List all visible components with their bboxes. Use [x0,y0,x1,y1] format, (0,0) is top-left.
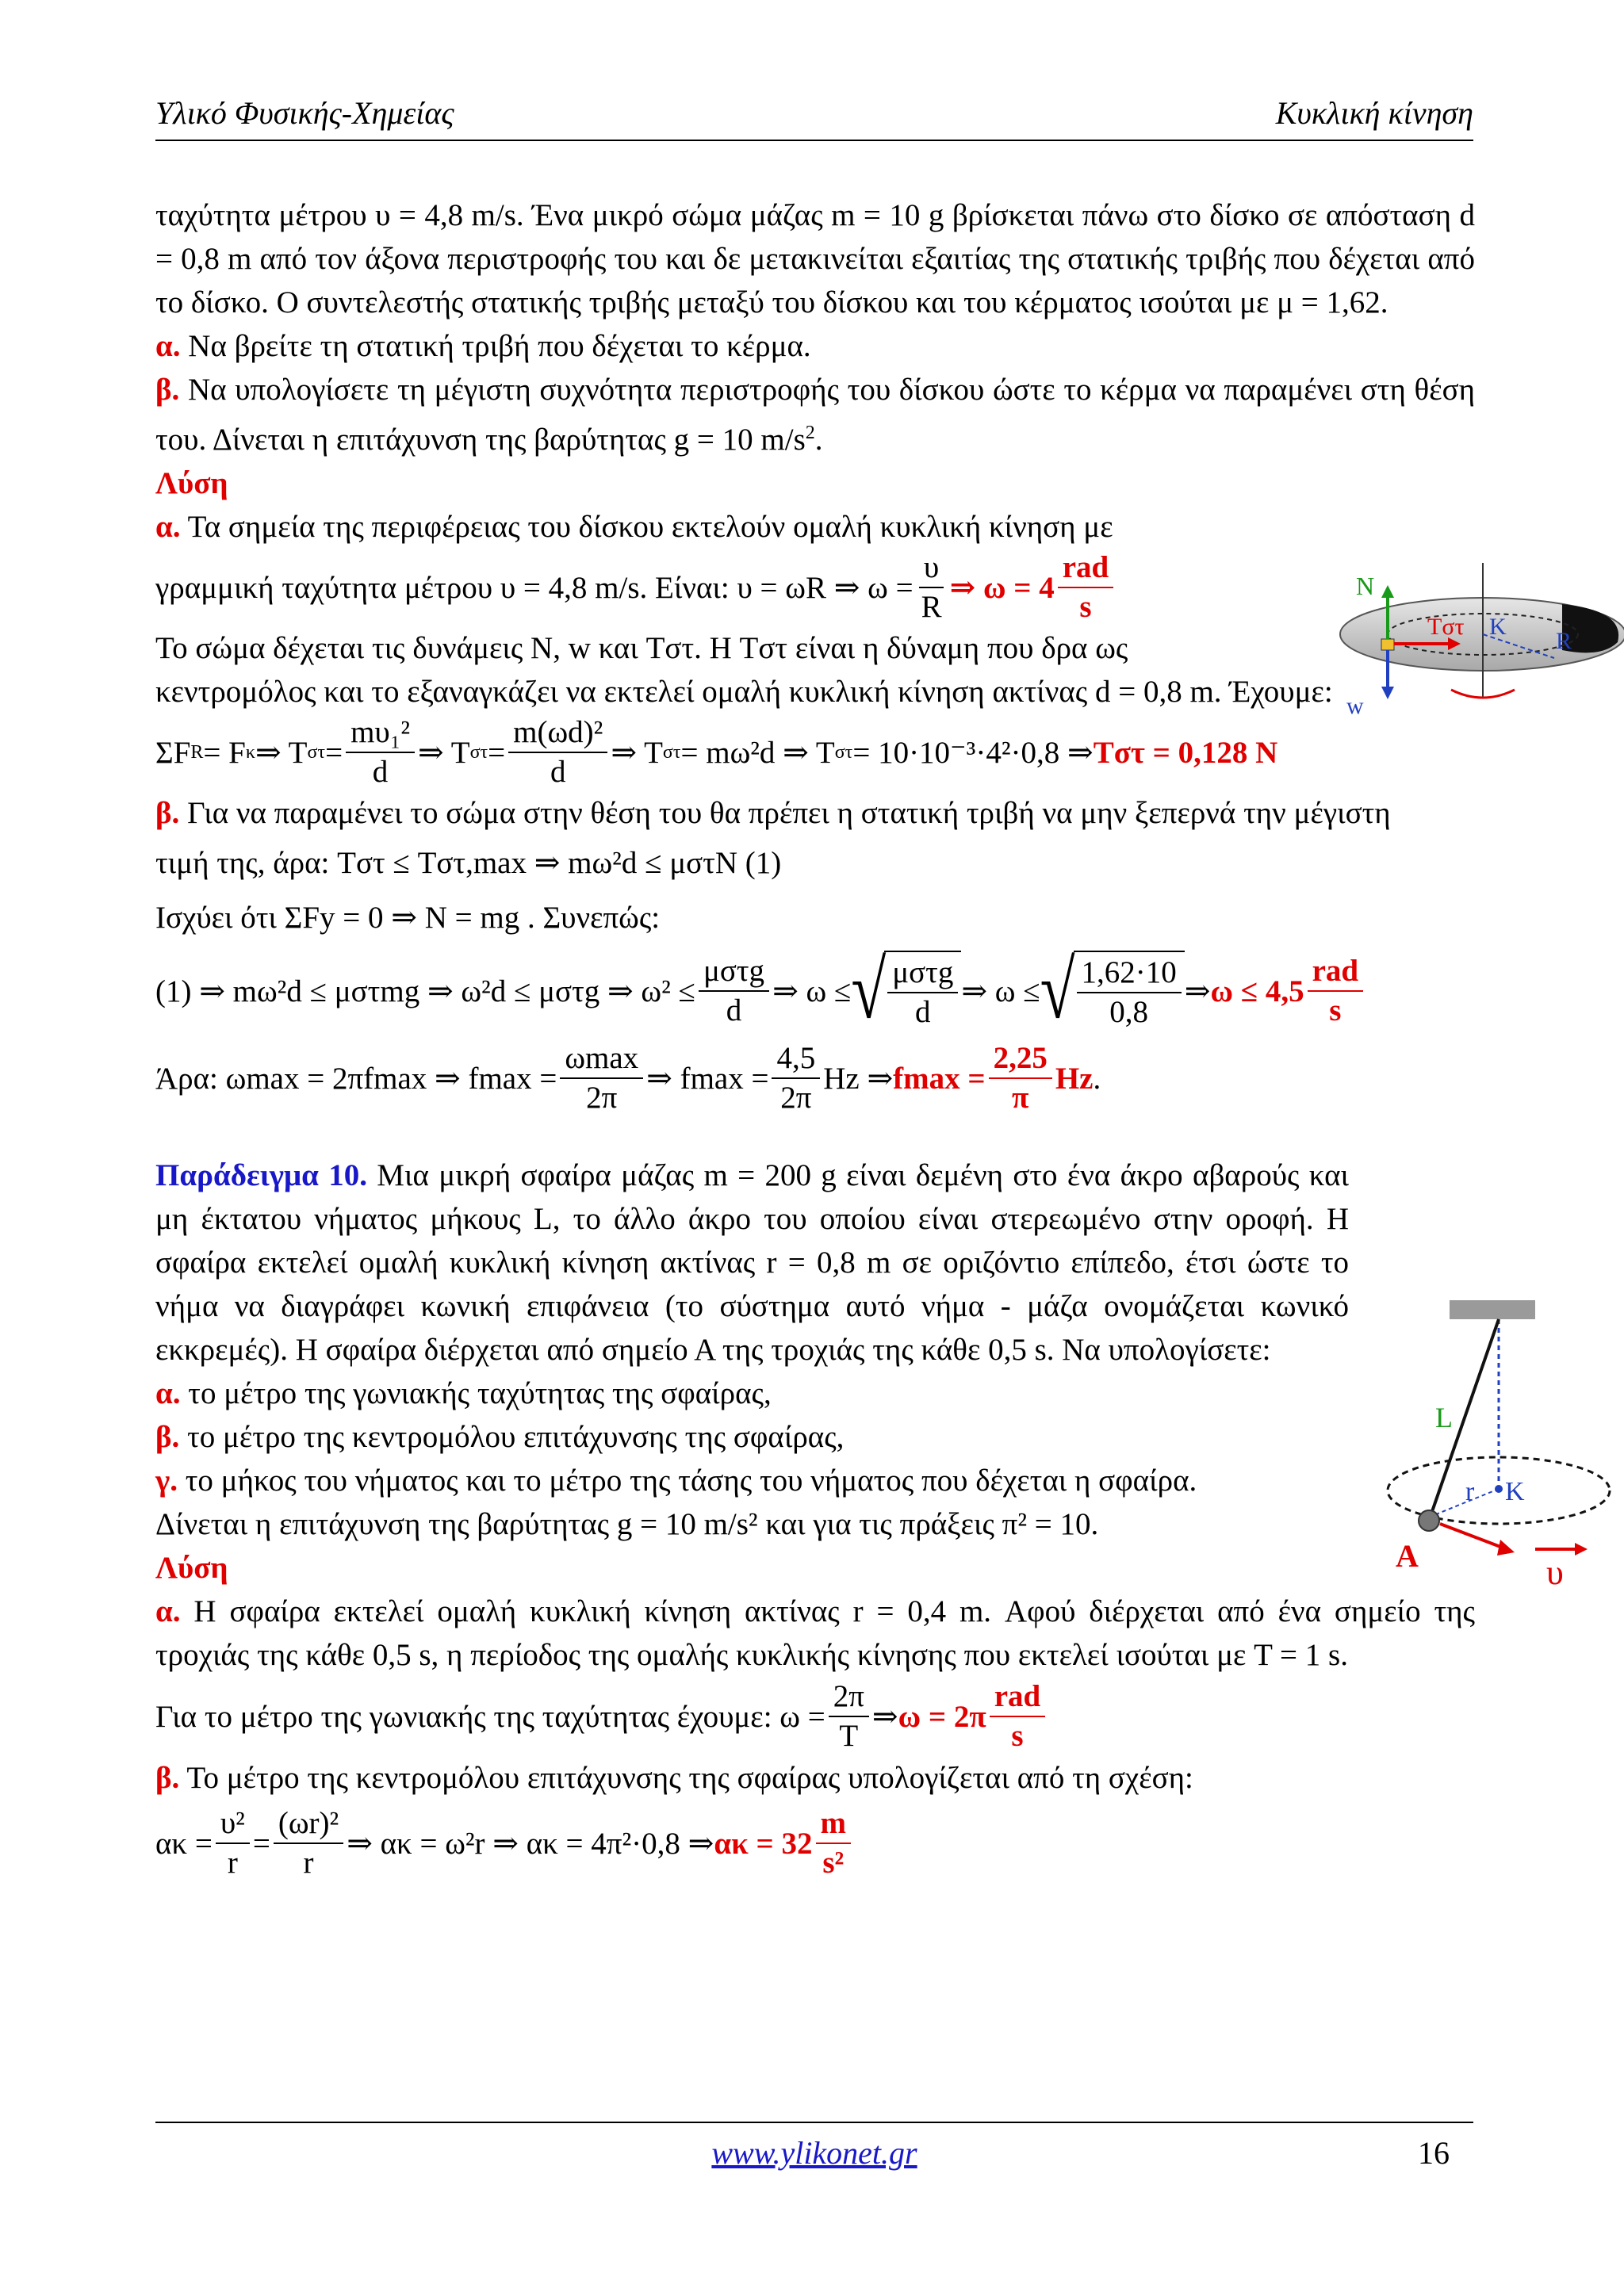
qb-text: το μέτρο της κεντρομόλου επιτάχυνσης της σφαίρας, [187,1420,845,1454]
fraction [772,1039,820,1117]
frac-num: mυ₁² [346,714,415,753]
question-b-end: . [814,423,823,457]
frac-num: ωmax [560,1039,643,1079]
fraction [829,1678,869,1755]
eq-part: Για το μέτρο της γωνιακής της ταχύτητας έχουμε: ω = [155,1699,825,1734]
frac-den: 0,8 [1109,995,1149,1029]
solution-a-text1: Τα σημεία της περιφέρειας του δίσκου εκτελούν ομαλή κυκλική κίνηση με [187,510,1113,544]
label-K: K [1505,1477,1525,1506]
qa-label: α. [155,1376,181,1410]
sqrt: √ μστg d [851,951,961,1031]
omega-max-result: ω ≤ 4,5 [1210,974,1304,1008]
fraction [346,714,415,791]
eq-part: ⇒ ω ≤ [961,974,1040,1008]
label-w: w [1346,693,1364,719]
omega-inequality [155,947,1475,1035]
fraction [216,1804,250,1882]
label-K: K [1489,614,1507,640]
velocity-arrowhead [1497,1540,1515,1556]
example-qa [155,1372,1475,1415]
unit-den: s² [822,1846,845,1880]
intro-text: ταχύτητα μέτρου υ = 4,8 m/s. Ένα μικρό σώμα μάζας m = 10 g βρίσκεται πάνω στο δίσκο σε απόσταση d = 0,8 m από τον άξονα περιστροφής του και δε μετακινείται εξαιτίας της στατικής τριβής που δέχεται από το δίσκο. Ο συντελεστής στατικής τριβής μεταξύ του δίσκου και του κέρματος ισούται με μ = 1,62. [155,198,1475,320]
frac-num: υ² [216,1804,250,1844]
forces-text-2: κεντρομόλος και το εξαναγκάζει να εκτελεί ομαλή κυκλική κίνηση ακτίνας d = 0,8 m. Έχουμε: [155,675,1333,709]
frac-num: μστg [887,954,958,993]
header-left: Υλικό Φυσικής-Χημείας [155,95,454,131]
example-given: Δίνεται η επιτάχυνση της βαρύτητας g = 10 m/s² και για τις πράξεις π² = 10. [155,1507,1099,1541]
eq-part: = [252,1826,270,1861]
fraction [989,1039,1052,1117]
question-b-label: β. [155,373,180,407]
sa-label: α. [155,1594,181,1628]
example-sol-a [155,1590,1475,1677]
eq-part: ⇒ [1184,974,1211,1008]
label-N: N [1356,572,1375,600]
eq-part: ⇒ T [255,735,308,770]
eq-part: Άρα: ωmax = 2πfmax ⇒ fmax = [155,1061,557,1096]
qb-label: β. [155,1420,180,1454]
header-right: Κυκλική κίνηση [1275,95,1473,131]
frac-den: 2π [780,1081,812,1115]
v-label-arrowhead [1575,1543,1588,1556]
rad-per-s-unit [1058,549,1114,626]
example-solution-label: Λύση [155,1551,228,1585]
qc-label: γ. [155,1464,178,1498]
velocity-arrow [1440,1524,1507,1549]
rad-per-s-unit [990,1678,1046,1755]
rotating-disk-figure [1324,555,1624,729]
fraction-v-over-r [917,549,947,626]
eq-part: ⇒ ακ = ω²r ⇒ ακ = 4π²·0,8 ⇒ [347,1826,714,1861]
eq-part: ⇒ ω ≤ [772,974,852,1008]
solution-a [155,505,1289,670]
frac-den: d [372,755,389,789]
frac-num: 4,5 [772,1039,820,1079]
solution-a-omega-eq [155,549,1289,626]
question-a-label: α. [155,329,181,363]
qc-text: το μήκος του νήματος και το μέτρο της τάσης του νήματος που δέχεται η σφαίρα. [185,1464,1197,1498]
hz-unit: Hz [1055,1061,1094,1096]
sphere [1419,1510,1439,1531]
example-title: Παράδειγμα 10. [155,1158,367,1192]
label-A: A [1396,1538,1419,1574]
page-header [155,89,1473,141]
eq-part: = F [203,735,246,770]
fraction [274,1804,343,1882]
frac-num: (ωr)² [274,1804,343,1844]
example-qb [155,1415,1475,1459]
page-footer [155,2122,1473,2187]
eq-sub: στ [469,741,488,763]
fraction [699,952,769,1030]
label-v: υ [1546,1553,1564,1592]
solution-b-label: β. [155,796,180,830]
frac-den: r [303,1846,314,1880]
centripetal-result: ακ = 32 [714,1826,813,1861]
eq-part: ⇒ T [611,735,663,770]
eq-sub: R [190,741,204,763]
eq-part: . [1093,1061,1101,1096]
page-number: 16 [1418,2135,1450,2171]
question-a-text: Να βρείτε τη στατική τριβή που δέχεται το κέρμα. [188,329,811,363]
fmax-result: fmax = [893,1061,986,1096]
unit-den: s [1079,590,1092,624]
eq-part: ⇒ fmax = [646,1061,769,1096]
label-T: Tστ [1427,614,1465,640]
unit-num: rad [1308,952,1364,992]
solution-b-text2: τιμή της, άρα: Tστ ≤ Tστ,max ⇒ mω²d ≤ μστN (1) [155,846,782,880]
unit-num: rad [990,1678,1046,1717]
unit-den: s [1011,1719,1024,1753]
eq-part: ΣF [155,735,191,770]
website-link[interactable]: www.ylikonet.gr [711,2135,917,2171]
frac-den: r [227,1846,238,1880]
solution-b-line1 [155,791,1475,835]
centripetal-eq [155,1800,1475,1887]
fraction [508,714,607,791]
example-10 [155,1154,1349,1372]
frequency-equation [155,1035,1475,1122]
ceiling [1450,1300,1535,1319]
angular-velocity-eq [155,1677,1475,1756]
unit-den: s [1329,993,1342,1027]
unit-num: m [816,1804,852,1844]
label-L: L [1435,1402,1453,1433]
solution-a-text2: γραμμική ταχύτητα μέτρου υ = 4,8 m/s. Είναι: υ = ωR ⇒ ω = [155,570,914,605]
question-b-sup: 2 [805,423,815,443]
eq-part: = [325,735,343,770]
eq-part: ⇒ [871,1699,898,1734]
m-per-s2-unit [816,1804,852,1882]
frac-den: d [550,755,566,789]
coin [1381,639,1394,650]
eq-sub: στ [834,741,853,763]
solution-b-text3: Ισχύει ότι ΣFy = 0 ⇒ N = mg . Συνεπώς: [155,901,661,935]
example-sol-b [155,1756,1475,1800]
solution-a-label: α. [155,510,181,544]
qa-text: το μέτρο της γωνιακής ταχύτητας της σφαίρας, [188,1376,772,1410]
solution-label: Λύση [155,466,228,500]
example-qc [155,1459,1475,1502]
frac-den: 2π [586,1081,618,1115]
sb-label: β. [155,1761,180,1795]
frac-num: 2π [829,1678,869,1717]
frac-den: π [1012,1081,1029,1115]
omega-result: ω = 2π [898,1699,986,1734]
eq-part: (1) ⇒ mω²d ≤ μστmg ⇒ ω²d ≤ μστg ⇒ ω² ≤ [155,974,695,1008]
question-b [155,368,1475,461]
omega-result: ⇒ ω = 4 [949,570,1055,605]
solution-b-text1: Για να παραμένει το σώμα στην θέση του θα πρέπει η στατική τριβή να μην ξεπερνά την μέγιστη [187,796,1391,830]
unit-num: rad [1058,549,1114,588]
frac-den: d [726,993,742,1027]
center-point [1495,1485,1503,1493]
fraction [887,954,958,1031]
normal-arrowhead [1381,585,1394,598]
eq-part: = [488,735,506,770]
friction-equation [155,714,1475,791]
forces-text: Το σώμα δέχεται τις δυνάμεις N, w και Tστ. Η Tστ είναι η δύναμη που δρα ως [155,631,1128,665]
sb-text: Το μέτρο της κεντρομόλου επιτάχυνσης της σφαίρας υπολογίζεται από τη σχέση: [186,1761,1193,1795]
rad-per-s-unit [1308,952,1364,1030]
frac-num: 1,62·10 [1077,954,1182,993]
eq-sub: κ [245,741,255,763]
friction-result: Tστ = 0,128 N [1093,735,1278,770]
frac-den: d [915,995,931,1029]
eq-sub: στ [662,741,681,763]
eq-part: ακ = [155,1826,213,1861]
label-R: R [1556,628,1572,654]
label-r: r [1465,1477,1475,1506]
question-a [155,324,1475,368]
eq-part: = mω²d ⇒ T [680,735,835,770]
frac-num: 2,25 [989,1039,1052,1079]
frac-num: μστg [699,952,769,992]
eq-part: Hz ⇒ [823,1061,894,1096]
frac-num: υ [919,549,944,588]
fraction [1077,954,1182,1031]
weight-arrowhead [1381,687,1394,699]
sqrt: √ $\frac{1,62\cdot 10}{0,8}$ [1040,951,1185,1031]
frac-num: m(ωd)² [508,714,607,753]
fraction [560,1039,643,1117]
solution-a-line1 [155,505,1289,549]
eq-sub: στ [307,741,326,763]
sa-text: Η σφαίρα εκτελεί ομαλή κυκλική κίνηση ακτίνας r = 0,4 m. Αφού διέρχεται από ένα σημείο της τροχιάς της κάθε 0,5 s, η περίοδος της ομαλής κυκλικής κίνησης που εκτελεί ισούται με T = 1 s. [155,1594,1475,1672]
question-b-text: Να υπολογίσετε τη μέγιστη συχνότητα περιστροφής του δίσκου ώστε το κέρμα να παραμένει στη θέση του. Δίνεται η επιτάχυνση της βαρύτητας g = 10 m/s [155,373,1475,457]
page-content [155,193,1475,1887]
example-text: Μια μικρή σφαίρα μάζας m = 200 g είναι δεμένη στο ένα άκρο αβαρούς και μη έκτατου νήματος μήκους L, το άλλο άκρο του οποίου είναι στερεωμένο στην οροφή. Η σφαίρα εκτελεί ομαλή κυκλική κίνηση ακτίνας r = 0,8 m σε οριζόντιο επίπεδο, έτσι ώστε το νήμα να διαγράφει κωνική επιφάνεια (το σύστημα αυτό νήμα - μάζα ονομάζεται κωνικό εκκρεμές). Η σφαίρα διέρχεται από σημείο Α της τροχιάς της κάθε 0,5 s. Να υπολογίσετε: [155,1158,1350,1367]
conical-pendulum-figure [1380,1300,1618,1594]
eq-part: = 10·10⁻³·4²·0,8 ⇒ [852,735,1094,770]
eq-part: ⇒ T [418,735,470,770]
frac-den: T [839,1719,859,1753]
frac-den: R [921,590,942,624]
